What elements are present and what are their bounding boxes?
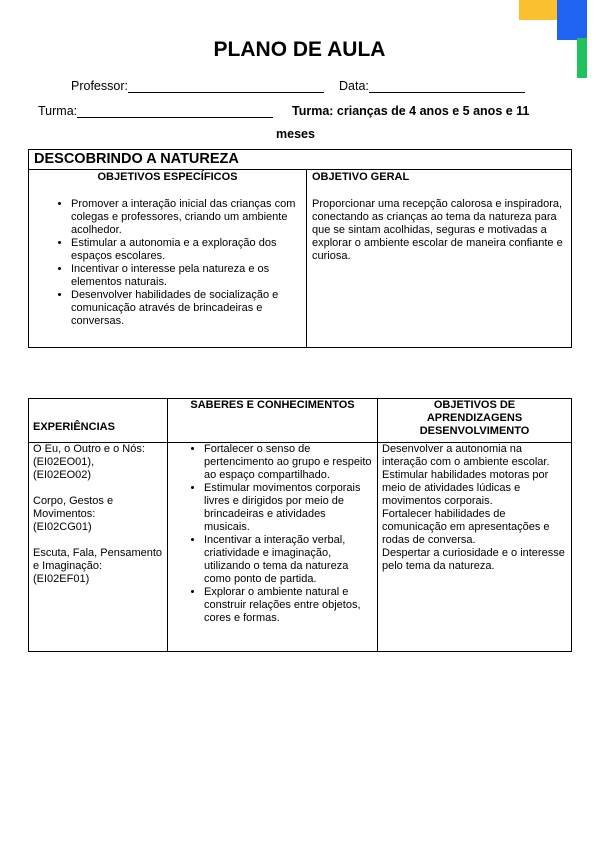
general-objective-cell [307,170,572,348]
general-objective-header: OBJETIVO GERAL [312,171,410,183]
experiences-table [28,398,572,652]
experience-code: (EI02CG01) [33,521,92,533]
corner-yellow-block [519,0,559,20]
specific-objectives-cell [29,170,307,348]
experience-item [33,443,163,482]
list-item: • Incentivar a interação verbal, criatividade e imaginação, utilizando o tema da natureza como ponto de partida. [204,534,373,586]
turma-line [77,104,273,118]
data-row [339,79,525,93]
experience-name: Escuta, Fala, Pensamento e Imaginação: [33,547,163,572]
list-item: • Fortalecer o senso de pertencimento ao grupo e respeito ao espaço compartilhado. [204,443,373,482]
specific-objectives-list [31,198,304,328]
experience-item [33,547,163,586]
experience-item [33,495,163,534]
learning-objectives-header-line: APRENDIZAGENS [426,412,523,424]
data-label: Data: [339,79,369,93]
experience-name: Corpo, Gestos e Movimentos: [33,495,114,520]
professor-row [71,79,324,93]
learning-objectives-header-line: OBJETIVOS DE [433,399,516,411]
general-objective-text: Proporcionar uma recepção calorosa e inspiradora, conectando as crianças ao tema da natureza para que se sintam acolhidas, seguras e motivadas a explorar o ambiente escolar de maneira confiante e curiosa. [312,198,563,262]
data-line [369,79,525,93]
knowledge-header: SABERES E CONHECIMENTOS [168,399,378,443]
list-item: • Estimular movimentos corporais livres e dirigidos por meio de brincadeiras e atividades musicais. [204,482,373,534]
turma-label: Turma: [38,104,78,118]
learning-objective: Estimular habilidades motoras por meio de atividades lúdicas e movimentos corporais. [382,469,549,507]
section-title: DESCOBRINDO A NATUREZA [29,150,572,170]
learning-objective: Desenvolver a autonomia na interação com o ambiente escolar. [382,443,550,468]
list-item: • Explorar o ambiente natural e construir relações entre objetos, cores e formas. [204,586,373,625]
list-item: • Desenvolver habilidades de socialização e comunicação através de brincadeiras e conversas. [71,289,304,328]
experiences-header: EXPERIÊNCIAS [29,399,168,443]
objectives-table [28,149,572,348]
experience-name: O Eu, o Outro e o Nós: [33,443,145,455]
professor-label: Professor: [71,79,128,93]
turma-description-cont: meses [276,127,315,141]
experiences-cell [29,443,168,652]
turma-description: Turma: crianças de 4 anos e 5 anos e 11 [292,104,530,118]
list-item: • Estimular a autonomia e a exploração dos espaços escolares. [71,237,304,263]
list-item: • Incentivar o interesse pela natureza e os elementos naturais. [71,263,304,289]
experience-code: (EI02EF01) [33,573,90,585]
learning-objective: Fortalecer habilidades de comunicação em apresentações e rodas de conversa. [382,508,550,546]
experience-code: (EI02EO02) [33,469,92,481]
knowledge-cell [168,443,378,652]
professor-line [128,79,324,93]
learning-objectives-header [378,399,572,443]
learning-objective: Despertar a curiosidade e o interesse pelo tema da natureza. [382,547,565,572]
list-item: • Promover a interação inicial das crianças com colegas e professores, criando um ambiente acolhedor. [71,198,304,237]
corner-blue-block [557,0,587,40]
specific-objectives-header: OBJETIVOS ESPECÍFICOS [97,171,238,183]
knowledge-list [168,443,373,625]
page-title: PLANO DE AULA [213,38,386,61]
learning-objectives-cell [378,443,572,652]
learning-objectives-header-line: DESENVOLVIMENTO [419,425,530,437]
turma-row [38,104,273,118]
experience-code: (EI02EO01), [33,456,95,468]
